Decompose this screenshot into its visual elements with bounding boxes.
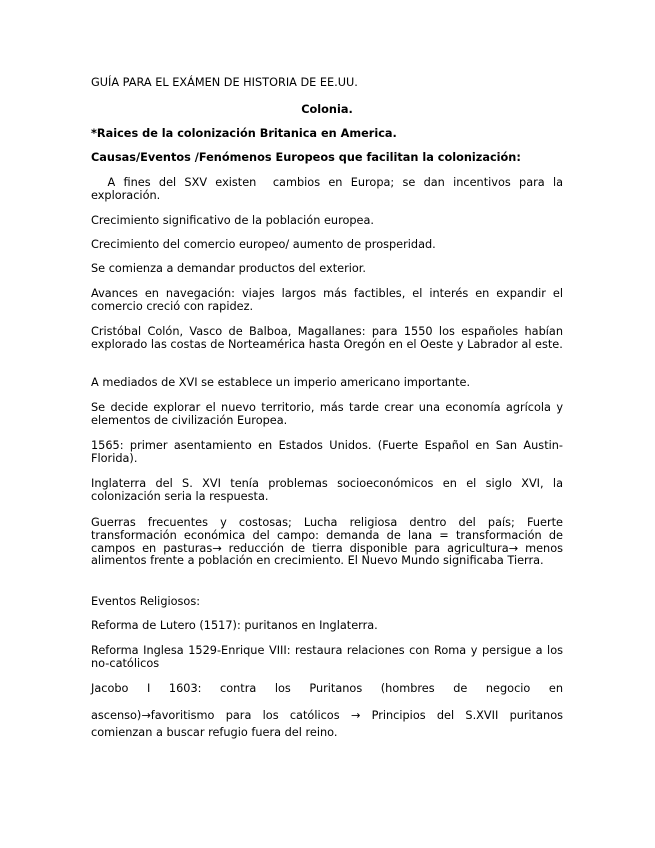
paragraph: Crecimiento significativo de la población europea. xyxy=(91,214,375,227)
last-paragraph-line-2: ascenso)→favoritismo para los católicos → Principios del S.XVII puritanos xyxy=(91,709,563,722)
paragraph: Reforma Inglesa 1529-Enrique VIII: restaura relaciones con Roma y persigue a los no-católicos xyxy=(91,644,563,670)
paragraph: Se comienza a demandar productos del exterior. xyxy=(91,262,366,275)
paragraph: Avances en navegación: viajes largos más factibles, el interés en expandir el comercio creció con rapidez. xyxy=(91,287,563,313)
paragraph: Se decide explorar el nuevo territorio, más tarde crear una economía agrícola y elementos de civilización Europea. xyxy=(91,401,563,427)
last-paragraph-line-3: comienzan a buscar refugio fuera del reino. xyxy=(91,726,338,739)
paragraph: Guerras frecuentes y costosas; Lucha religiosa dentro del país; Fuerte transformación económica del campo: demanda de lana = transformación de campos en pasturas→ reducción de tierra disponible para agricultura→ menos alimentos frente a población en crecimiento. El Nuevo Mundo significaba Tierra. xyxy=(91,516,563,568)
paragraph: A mediados de XVI se establece un imperio americano importante. xyxy=(91,376,471,389)
paragraph: Inglaterra del S. XVI tenía problemas socioeconómicos en el siglo XVI, la colonización seria la respuesta. xyxy=(91,477,563,503)
subsection-title: Causas/Eventos /Fenómenos Europeos que facilitan la colonización: xyxy=(91,151,521,164)
paragraph: Eventos Religiosos: xyxy=(91,595,201,608)
paragraph: Crecimiento del comercio europeo/ aumento de prosperidad. xyxy=(91,238,436,251)
section-title: *Raices de la colonización Britanica en America. xyxy=(91,127,397,140)
paragraph: 1565: primer asentamiento en Estados Unidos. (Fuerte Español en San Austin-Florida). xyxy=(91,439,563,465)
document-heading: GUÍA PARA EL EXÁMEN DE HISTORIA DE EE.UU. xyxy=(91,76,358,89)
document-subheading: Colonia. xyxy=(301,103,353,116)
paragraph: Cristóbal Colón, Vasco de Balboa, Magallanes: para 1550 los españoles habían explorado las costas de Norteamérica hasta Oregón en el Oeste y Labrador al este. xyxy=(91,325,563,351)
paragraph: A fines del SXV existen cambios en Europa; se dan incentivos para la exploración. xyxy=(91,176,567,202)
last-paragraph-line-1: Jacobo I 1603: contra los Puritanos (hombres de negocio en xyxy=(91,682,563,695)
paragraph: Reforma de Lutero (1517): puritanos en Inglaterra. xyxy=(91,619,378,632)
